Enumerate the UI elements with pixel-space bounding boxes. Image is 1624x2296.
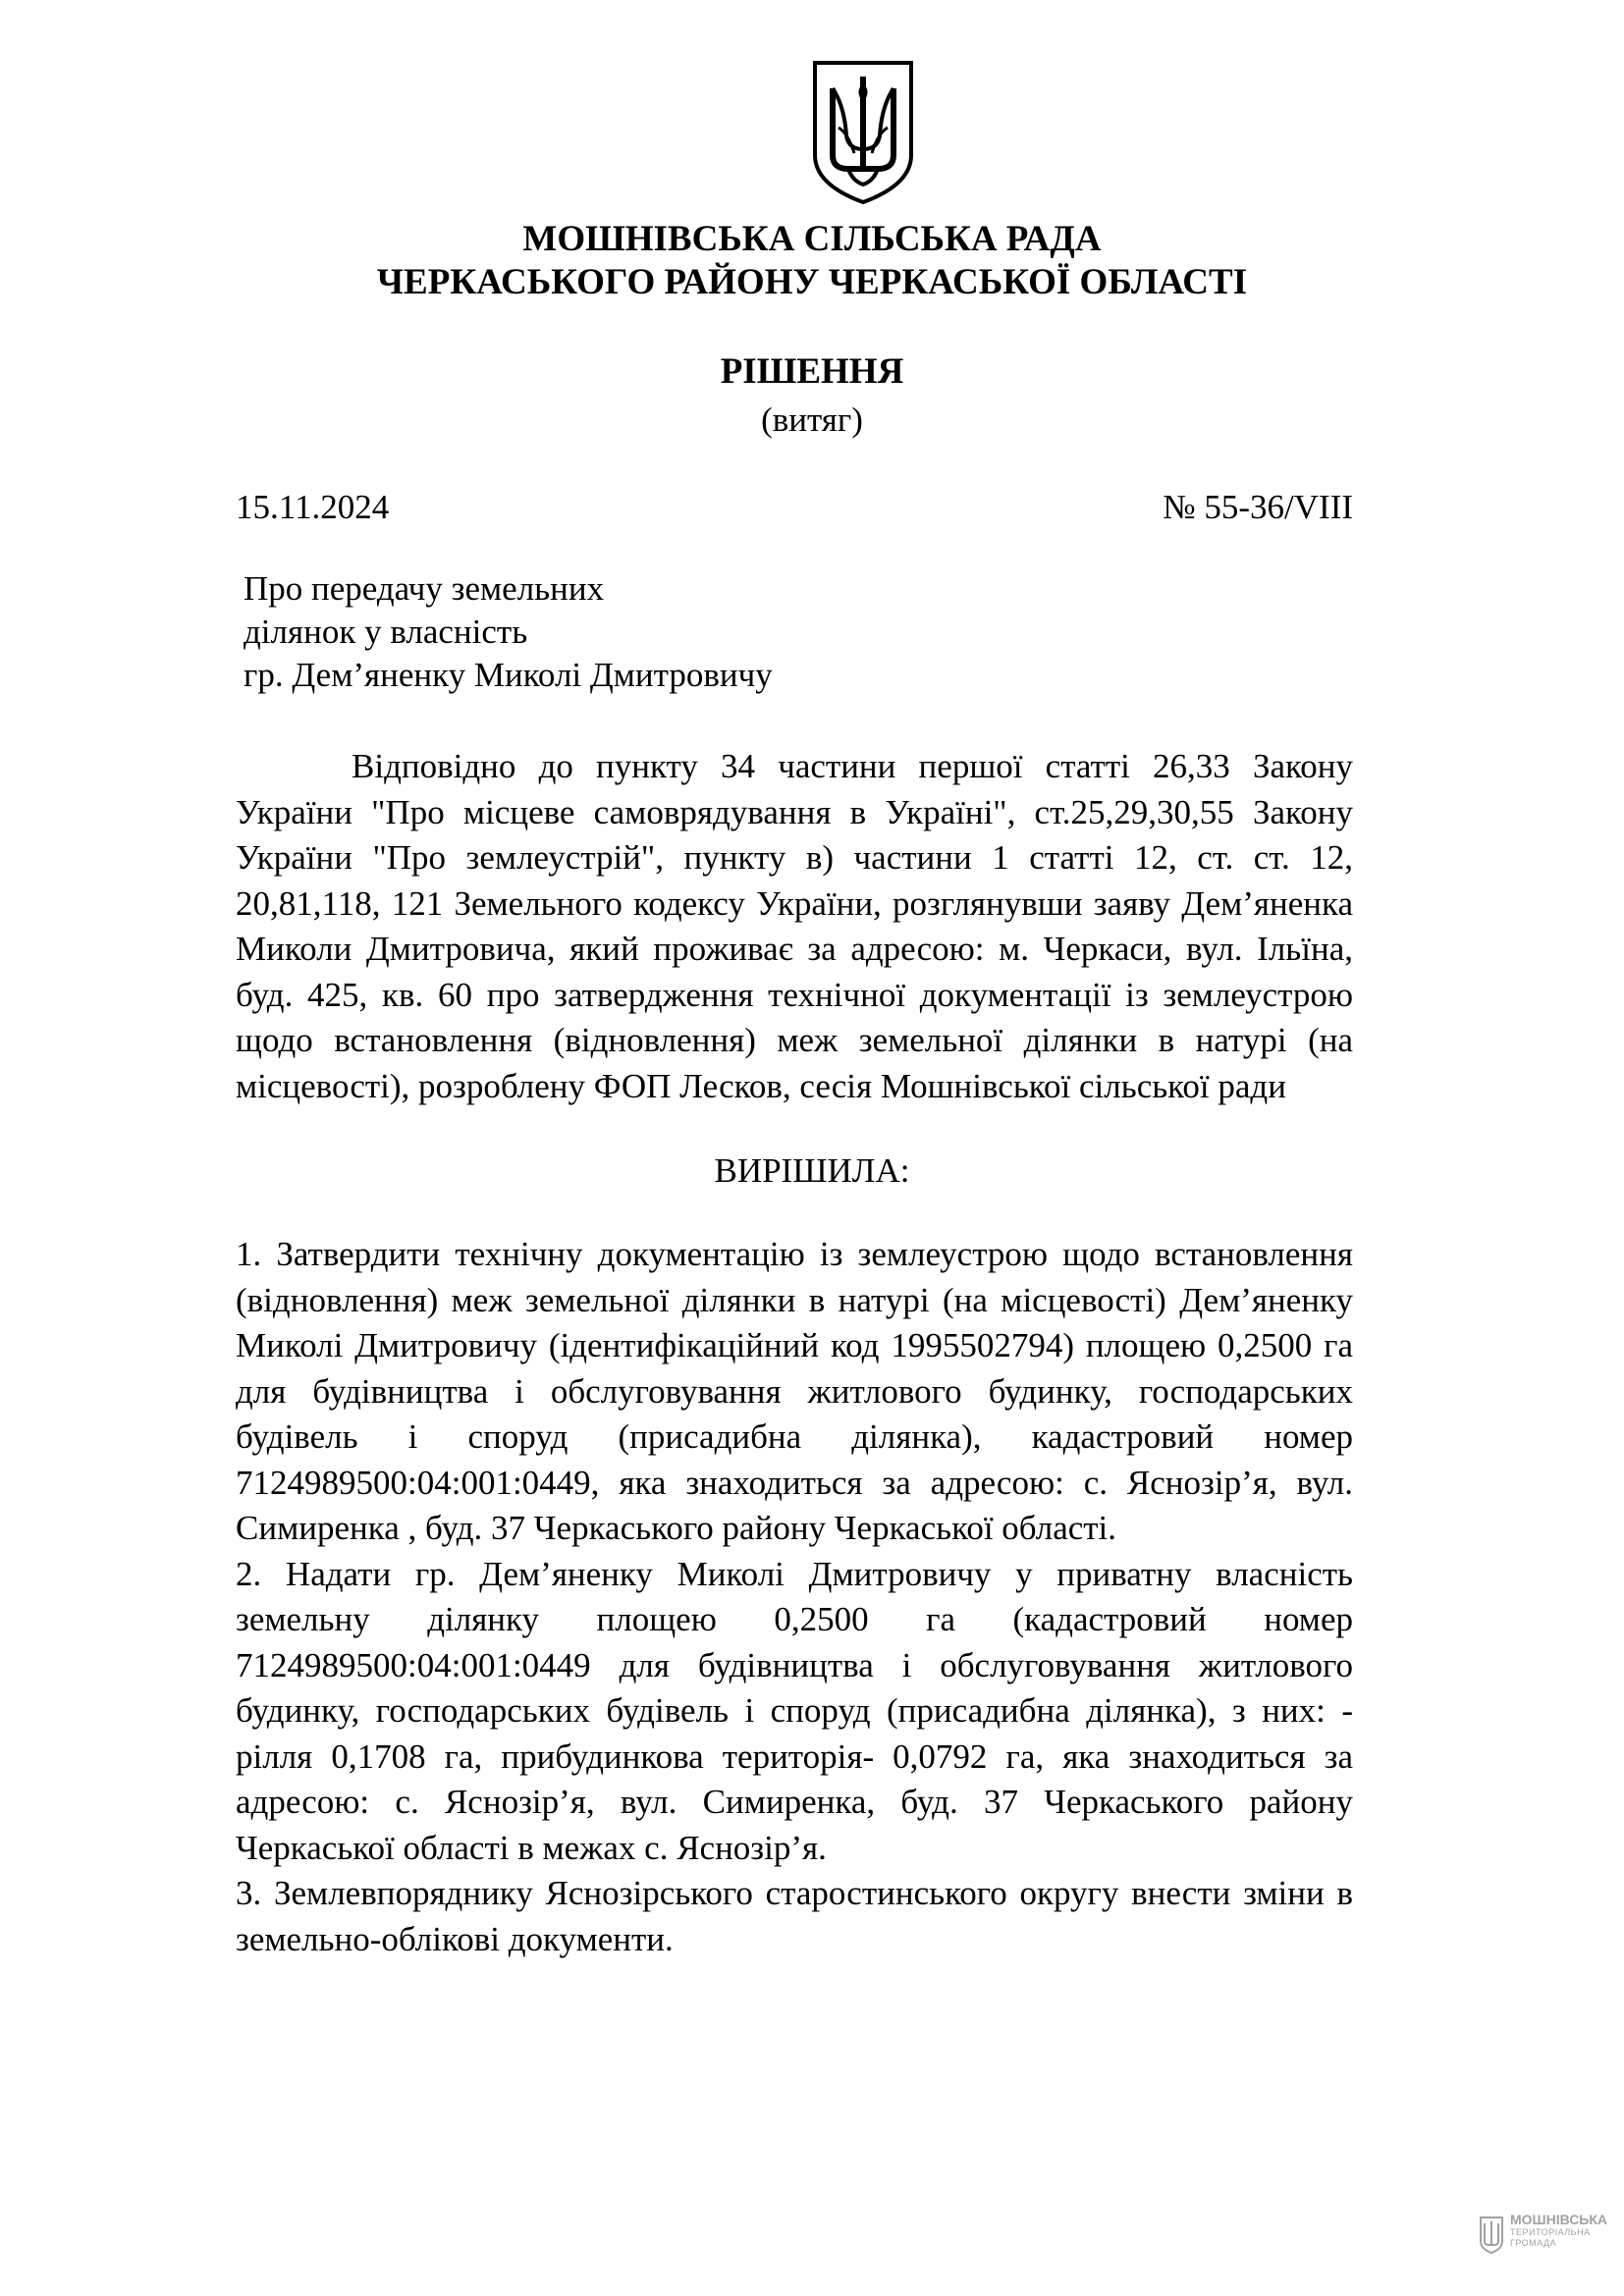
council-name: МОШНІВСЬКА СІЛЬСЬКА РАДА bbox=[522, 219, 1102, 259]
council-region: ЧЕРКАСЬКОГО РАЙОНУ ЧЕРКАСЬКОЇ ОБЛАСТІ bbox=[376, 262, 1248, 302]
watermark-line: ТЕРИТОРІАЛЬНА bbox=[1510, 2227, 1591, 2237]
trident-small-icon bbox=[1479, 2216, 1504, 2255]
watermark-line: ГРОМАДА bbox=[1510, 2238, 1557, 2248]
document-title: РІШЕННЯ bbox=[720, 351, 904, 392]
decided-heading: ВИРІШИЛА: bbox=[714, 1151, 910, 1190]
trident-coat-of-arms-icon bbox=[809, 59, 917, 206]
decision-date: 15.11.2024 bbox=[236, 488, 390, 526]
preamble-paragraph: Відповідно до пункту 34 частини першої статті 26,33 Закону України "Про місцеве самоврядування в Україні", ст.25,29,30,55 Закону України "Про землеустрій", пункту в) частини 1 статті 12, ст. ст. 12, 20,81,118, 121 Земельного кодексу України, розглянувши заяву Дем’яненка Миколи Дмитровича, який проживає за адресою: м. Черкаси, вул. Ільїна, буд. 425, кв. 60 про затвердження технічної документації із землеустрою щодо встановлення (відновлення) меж земельної ділянки в натурі (на місцевості), розроблену ФОП Лесков, сесія Мошнівської сільської ради bbox=[236, 747, 1353, 1105]
watermark-line: МОШНІВСЬКА bbox=[1510, 2212, 1608, 2227]
decision-items bbox=[236, 1232, 1353, 1962]
subject-line: гр. Дем’яненку Миколі Дмитровичу bbox=[244, 656, 773, 694]
subject-line: ділянок у власність bbox=[244, 613, 528, 651]
watermark-text bbox=[1510, 2212, 1607, 2249]
decision-item: 3. Землевпоряднику Яснозірського старостинського округу внести зміни в земельно-облікові документи. bbox=[236, 1874, 1353, 1958]
document-subtitle: (витяг) bbox=[761, 400, 863, 439]
decision-number: № 55-36/VIII bbox=[1163, 488, 1353, 526]
subject-line: Про передачу земельних bbox=[244, 569, 605, 608]
decision-item: 2. Надати гр. Дем’яненку Миколі Дмитровичу у приватну власність земельну ділянку площею 0,2500 га (кадастровий номер 7124989500:04:001:0449 для будівництва і обслуговування житлового будинку, господарських будівель і споруд (присадибна ділянка), з них: - рілля 0,1708 га, прибудинкова територія- 0,0792 га, яка знаходиться за адресою: с. Яснозір’я, вул. Симиренка, буд. 37 Черкаського району Черкаської області в межах с. Яснозір’я. bbox=[236, 1554, 1353, 1867]
community-watermark bbox=[1479, 2212, 1608, 2267]
decision-item: 1. Затвердити технічну документацію із землеустрою щодо встановлення (відновлення) меж земельної ділянки в натурі (на місцевості) Дем’яненку Миколі Дмитровичу (ідентифікаційний код 1995502794) площею 0,2500 га для будівництва і обслуговування житлового будинку, господарських будівель і споруд (присадибна ділянка), кадастровий номер 7124989500:04:001:0449, яка знаходиться за адресою: с. Яснозір’я, вул. Симиренка , буд. 37 Черкаського району Черкаської області. bbox=[236, 1235, 1353, 1547]
decision-subject bbox=[244, 567, 773, 697]
